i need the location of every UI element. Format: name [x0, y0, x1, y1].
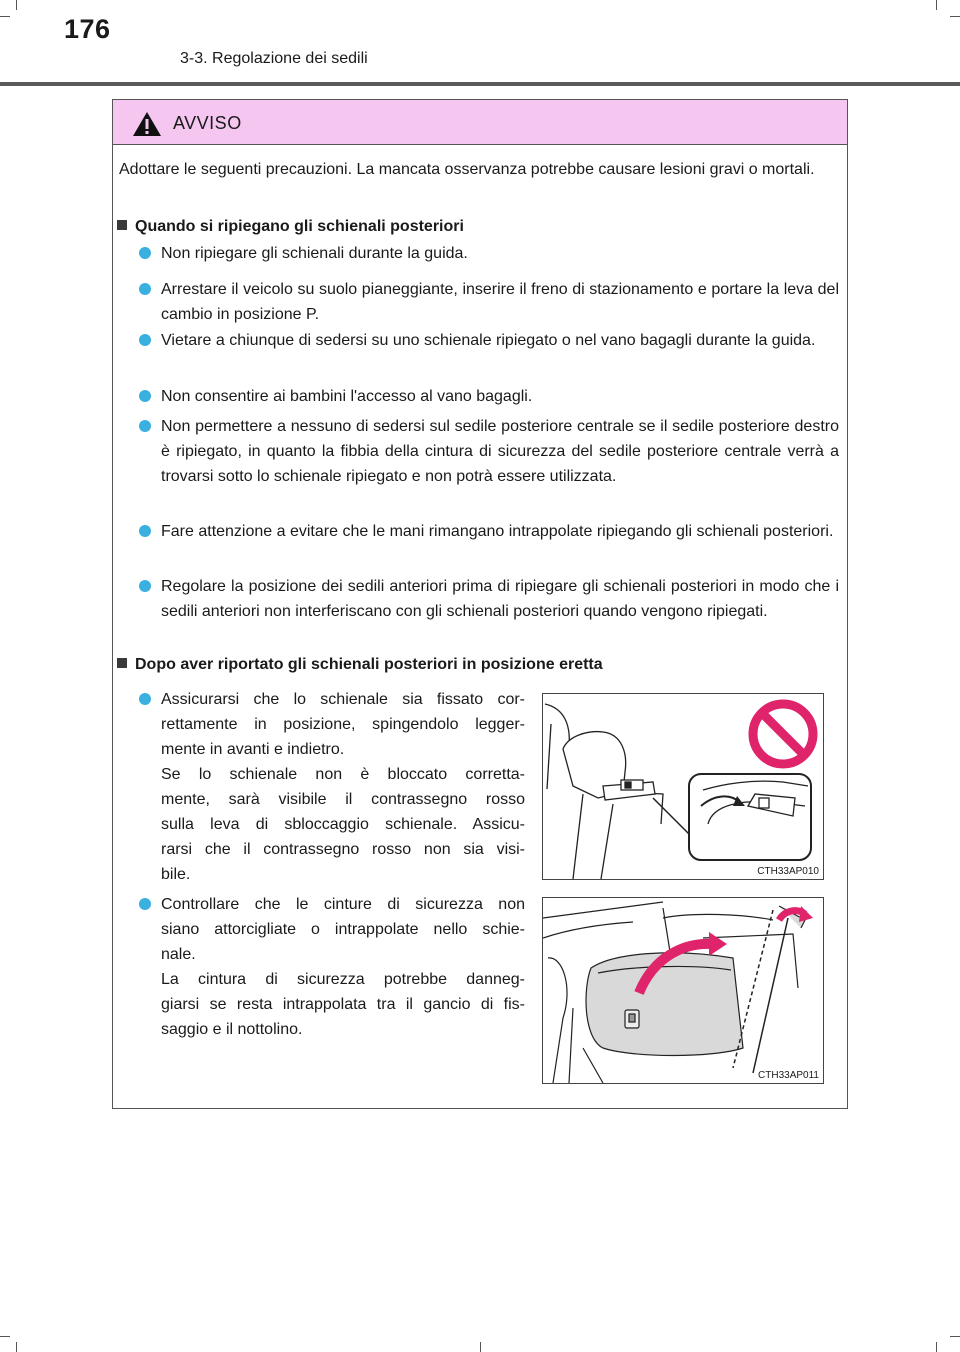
bullet-dot-icon — [139, 390, 151, 402]
text-line: saggio e il nottolino. — [161, 1021, 303, 1038]
crop-mark — [936, 1342, 937, 1352]
text-line: Controllare che le cinture di sicurezza non — [161, 896, 525, 913]
page-number: 176 — [64, 14, 111, 44]
figure-seatback-lock — [542, 693, 824, 880]
text-line: nale. — [161, 946, 196, 963]
bullet-dot-icon — [139, 247, 151, 259]
warning-intro: Adottare le seguenti precauzioni. La mancata osservanza potrebbe causare lesioni gravi o mortali. — [119, 161, 815, 178]
bullet-dot-icon — [139, 283, 151, 295]
warning-box — [112, 99, 848, 1109]
figure-code: CTH33AP010 — [757, 866, 819, 877]
warning-label: AVVISO — [173, 113, 242, 133]
text-line: rettamente in posizione, spingendolo legger- — [161, 716, 525, 733]
crop-mark — [16, 1342, 17, 1352]
prohibition-icon — [753, 704, 813, 764]
square-bullet-icon — [117, 658, 127, 668]
list-item-text — [161, 687, 525, 887]
list-item-text — [161, 892, 525, 1042]
section-heading — [117, 652, 603, 677]
section-heading-text: Dopo aver riportato gli schienali posteriori in posizione eretta — [135, 656, 603, 673]
text-line: rarsi che il contrassegno rosso non sia visi- — [161, 841, 525, 858]
list-item-text: Fare attenzione a evitare che le mani rimangano intrappolate ripiegando gli schienali posteriori. — [161, 523, 834, 540]
list-item-text: Non consentire ai bambini l'accesso al vano bagagli. — [161, 388, 533, 405]
figure-seatbelt-fold — [542, 897, 824, 1084]
section-title: 3-3. Regolazione dei sedili — [180, 50, 368, 67]
seatbelt-fold-illustration — [543, 898, 823, 1083]
text-line: sulla leva di sbloccaggio schienale. Assicu- — [161, 816, 525, 833]
header-rule — [0, 82, 960, 86]
bullet-dot-icon — [139, 334, 151, 346]
text-line: Assicurarsi che lo schienale sia fissato cor- — [161, 691, 525, 708]
crop-mark — [950, 16, 960, 17]
crop-mark — [16, 0, 17, 10]
text-line: La cintura di sicurezza potrebbe danneg- — [161, 971, 525, 988]
text-line: siano attorcigliate o intrappolate nello schie- — [161, 921, 525, 938]
seatback-lock-illustration — [543, 694, 823, 879]
bullet-dot-icon — [139, 580, 151, 592]
section-heading-text: Quando si ripiegano gli schienali posteriori — [135, 218, 464, 235]
crop-mark — [480, 1342, 481, 1352]
warning-triangle-icon — [132, 111, 162, 137]
text-line: mente, sarà visibile il contrassegno rosso — [161, 791, 525, 808]
crop-mark — [0, 1336, 10, 1337]
bullet-dot-icon — [139, 693, 151, 705]
square-bullet-icon — [117, 220, 127, 230]
bullet-dot-icon — [139, 420, 151, 432]
list-item-text: Regolare la posizione dei sedili anteriori prima di ripiegare gli schienali posteriori in modo che i sedili anteriori non interferiscano con gli schienali posteriori quando vengono ripiegati. — [161, 578, 839, 620]
text-line: mente in avanti e indietro. — [161, 741, 345, 758]
crop-mark — [936, 0, 937, 10]
list-item-text: Non permettere a nessuno di sedersi sul sedile posteriore centrale se il sedile posteriore destro è ripiegato, in quanto la fibbia della cintura di sicurezza del sedile posteriore centrale verrà a trovarsi sotto lo schienale ripiegato e non potrà essere utilizzata. — [161, 418, 839, 485]
text-line: Se lo schienale non è bloccato corretta- — [161, 766, 525, 783]
list-item-text: Non ripiegare gli schienali durante la guida. — [161, 245, 468, 262]
crop-mark — [0, 16, 10, 17]
text-line: bile. — [161, 866, 191, 883]
text-line: giarsi se resta intrappolata tra il gancio di fis- — [161, 996, 525, 1013]
warning-header — [113, 100, 847, 145]
bullet-dot-icon — [139, 898, 151, 910]
list-item-text: Arrestare il veicolo su suolo pianeggiante, inserire il freno di stazionamento e portare la leva del cambio in posizione P. — [161, 281, 839, 323]
section-heading — [117, 214, 464, 239]
figure-code: CTH33AP011 — [758, 1070, 819, 1081]
crop-mark — [950, 1336, 960, 1337]
list-item-text: Vietare a chiunque di sedersi su uno schienale ripiegato o nel vano bagagli durante la guida. — [161, 332, 816, 349]
bullet-dot-icon — [139, 525, 151, 537]
